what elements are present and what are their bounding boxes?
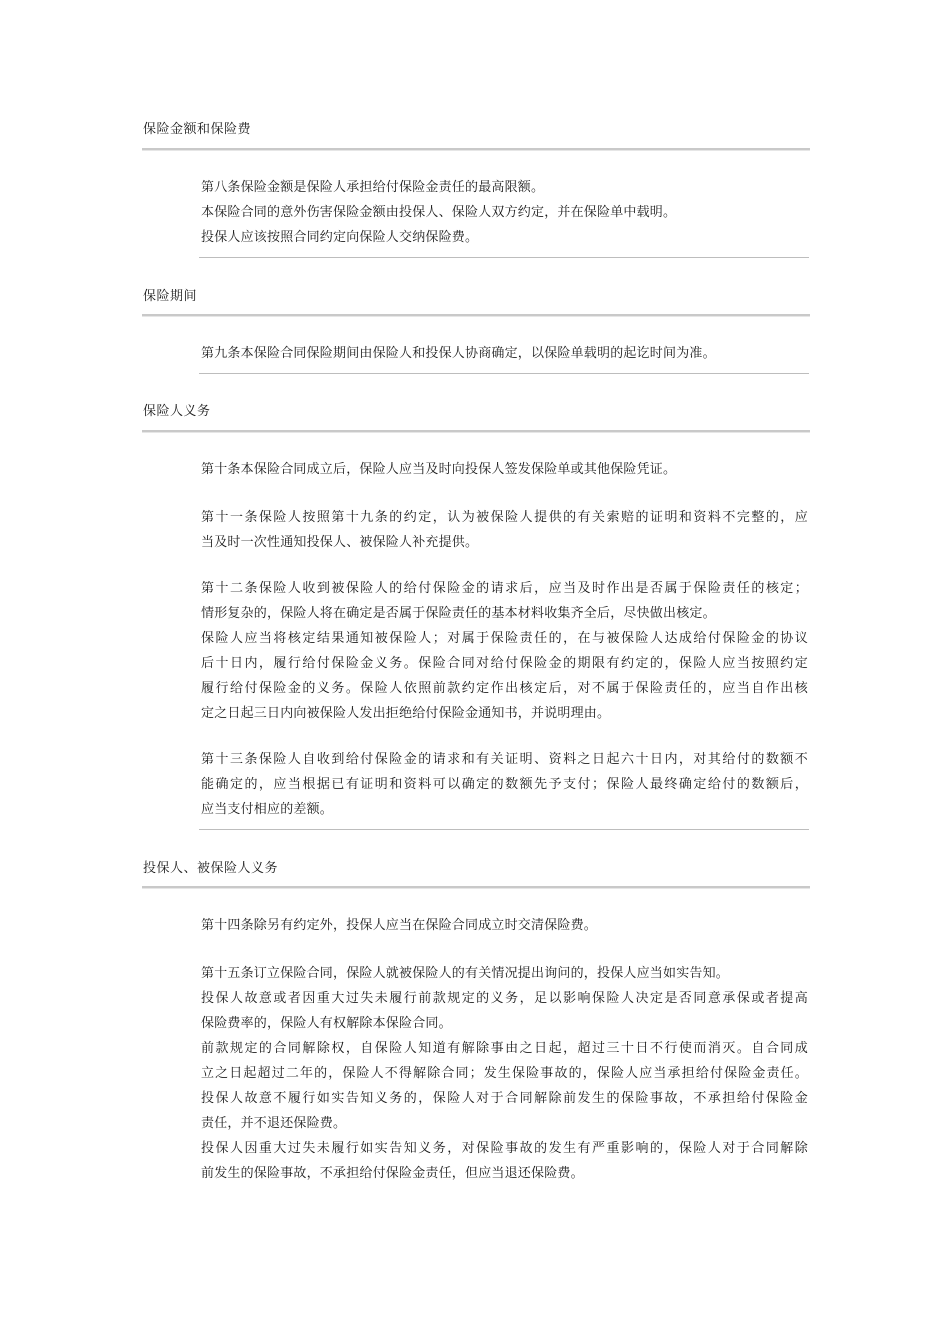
paragraph-line: 能确定的，应当根据已有证明和资料可以确定的数额先予支付；保险人最终确定给付的数额后，: [201, 777, 808, 792]
section-heading: 保险期间: [143, 289, 198, 304]
section-heading: 保险人义务: [143, 404, 211, 419]
paragraph-line: 第十二条保险人收到被保险人的给付保险金的请求后，应当及时作出是否属于保险责任的核定；: [201, 581, 808, 596]
paragraph-line: 应当支付相应的差额。: [201, 802, 334, 817]
paragraph-line: 投保人故意不履行如实告知义务的，保险人对于合同解除前发生的保险事故，不承担给付保险金: [201, 1091, 808, 1106]
paragraph-line: 前发生的保险事故，不承担给付保险金责任，但应当退还保险费。: [201, 1166, 584, 1181]
section-divider: [199, 373, 809, 374]
paragraph-line: 保险人应当将核定结果通知被保险人；对属于保险责任的，在与被保险人达成给付保险金的协议: [201, 631, 808, 646]
section-divider: [199, 829, 809, 830]
paragraph-line: 前款规定的合同解除权，自保险人知道有解除事由之日起，超过三十日不行使而消灭。自合同成: [201, 1041, 808, 1056]
paragraph-line: 本保险合同的意外伤害保险金额由投保人、保险人双方约定，并在保险单中载明。: [201, 205, 677, 220]
paragraph-line: 第十三条保险人自收到给付保险金的请求和有关证明、资料之日起六十日内，对其给付的数额不: [201, 752, 808, 767]
section-heading: 投保人、被保险人义务: [143, 861, 279, 876]
paragraph-line: 立之日起超过二年的，保险人不得解除合同；发生保险事故的，保险人应当承担给付保险金责任。: [201, 1066, 808, 1081]
paragraph-line: 第十条本保险合同成立后，保险人应当及时向投保人签发保险单或其他保险凭证。: [201, 462, 677, 477]
paragraph-line: 第八条保险金额是保险人承担给付保险金责任的最高限额。: [201, 180, 545, 195]
section-heading: 保险金额和保险费: [143, 122, 252, 137]
heading-divider: [142, 148, 810, 151]
paragraph-line: 定之日起三日内向被保险人发出拒绝给付保险金通知书，并说明理由。: [201, 706, 611, 721]
paragraph-line: 当及时一次性通知投保人、被保险人补充提供。: [201, 535, 479, 550]
section-divider: [199, 257, 809, 258]
heading-divider: [142, 430, 810, 433]
heading-divider: [142, 314, 810, 317]
paragraph-line: 履行给付保险金的义务。保险人依照前款约定作出核定后，对不属于保险责任的，应当自作出核: [201, 681, 808, 696]
paragraph-line: 第十四条除另有约定外，投保人应当在保险合同成立时交清保险费。: [201, 918, 598, 933]
heading-divider: [142, 886, 810, 889]
paragraph-line: 第十五条订立保险合同，保险人就被保险人的有关情况提出询问的，投保人应当如实告知。: [201, 966, 730, 981]
paragraph-line: 投保人因重大过失未履行如实告知义务，对保险事故的发生有严重影响的，保险人对于合同解除: [201, 1141, 808, 1156]
paragraph-line: 情形复杂的，保险人将在确定是否属于保险责任的基本材料收集齐全后，尽快做出核定。: [201, 606, 716, 621]
paragraph-line: 第九条本保险合同保险期间由保险人和投保人协商确定，以保险单载明的起讫时间为准。: [201, 346, 716, 361]
paragraph-line: 投保人故意或者因重大过失未履行前款规定的义务，足以影响保险人决定是否同意承保或者提高: [201, 991, 808, 1006]
paragraph-line: 第十一条保险人按照第十九条的约定，认为被保险人提供的有关索赔的证明和资料不完整的，应: [201, 510, 808, 525]
paragraph-line: 投保人应该按照合同约定向保险人交纳保险费。: [201, 230, 479, 245]
paragraph-line: 责任，并不退还保险费。: [201, 1116, 347, 1131]
paragraph-line: 保险费率的，保险人有权解除本保险合同。: [201, 1016, 452, 1031]
paragraph-line: 后十日内，履行给付保险金义务。保险合同对给付保险金的期限有约定的，保险人应当按照约定: [201, 656, 808, 671]
